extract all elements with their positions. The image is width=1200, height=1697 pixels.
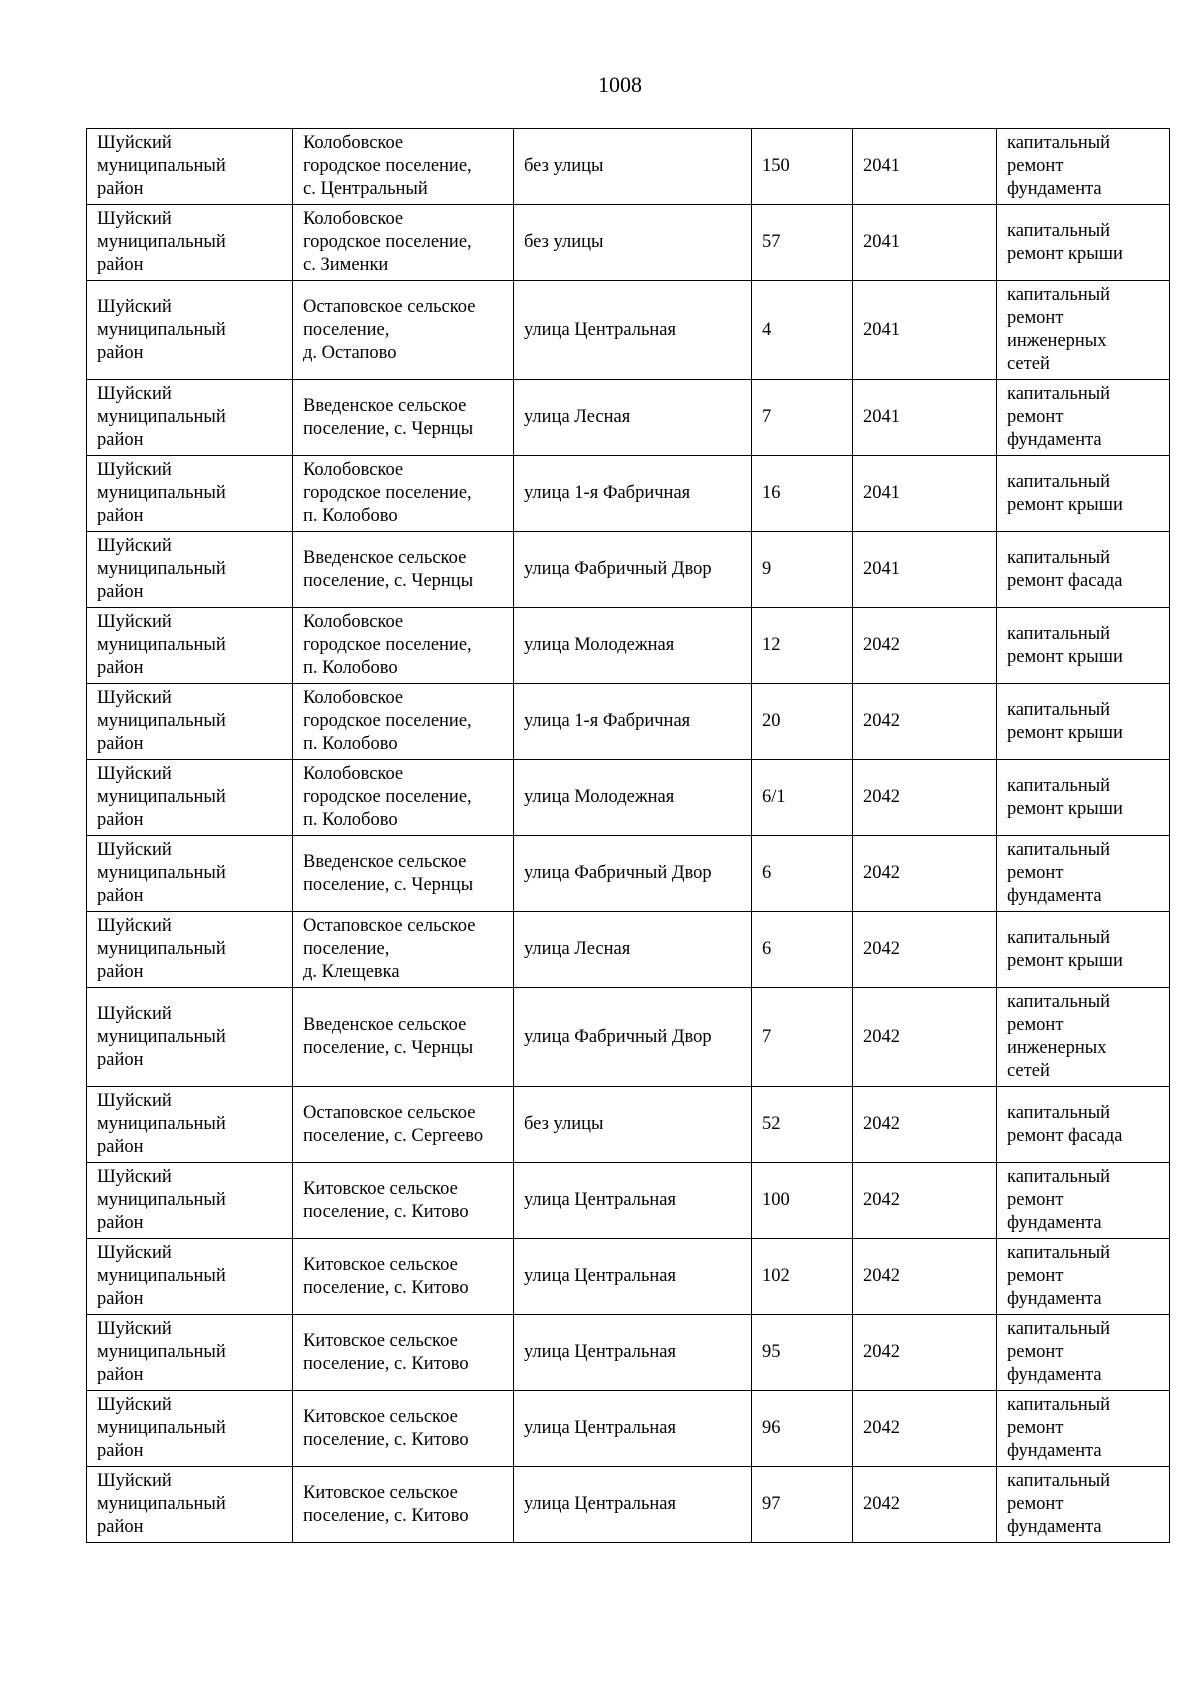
settlement-cell: Колобовское городское поселение, п. Колобово: [293, 760, 514, 836]
work-type-cell: капитальный ремонт фундамента: [997, 129, 1170, 205]
work-type-cell: капитальный ремонт фундамента: [997, 1163, 1170, 1239]
year-cell: 2042: [853, 1087, 997, 1163]
table-row: [87, 988, 1170, 1087]
settlement-cell: Китовское сельское поселение, с. Китово: [293, 1391, 514, 1467]
year-cell: 2042: [853, 1239, 997, 1315]
year-cell: 2042: [853, 608, 997, 684]
house-number-cell: 52: [752, 1087, 853, 1163]
table-row: [87, 456, 1170, 532]
district-cell: Шуйский муниципальный район: [87, 836, 293, 912]
house-number-cell: 6: [752, 912, 853, 988]
street-cell: улица Лесная: [514, 912, 752, 988]
table-row: [87, 380, 1170, 456]
street-cell: улица Центральная: [514, 281, 752, 380]
house-number-cell: 7: [752, 988, 853, 1087]
street-cell: улица Центральная: [514, 1391, 752, 1467]
work-type-cell: капитальный ремонт фундамента: [997, 380, 1170, 456]
district-cell: Шуйский муниципальный район: [87, 456, 293, 532]
street-cell: улица Фабричный Двор: [514, 988, 752, 1087]
street-cell: улица Фабричный Двор: [514, 836, 752, 912]
year-cell: 2042: [853, 1315, 997, 1391]
settlement-cell: Колобовское городское поселение, с. Центральный: [293, 129, 514, 205]
table-row: [87, 836, 1170, 912]
district-cell: Шуйский муниципальный район: [87, 281, 293, 380]
table-row: [87, 1087, 1170, 1163]
table-row: [87, 1467, 1170, 1543]
district-cell: Шуйский муниципальный район: [87, 205, 293, 281]
year-cell: 2042: [853, 912, 997, 988]
house-number-cell: 57: [752, 205, 853, 281]
work-type-cell: капитальный ремонт крыши: [997, 912, 1170, 988]
table-row: [87, 205, 1170, 281]
street-cell: улица Центральная: [514, 1163, 752, 1239]
settlement-cell: Колобовское городское поселение, п. Колобово: [293, 608, 514, 684]
house-number-cell: 102: [752, 1239, 853, 1315]
year-cell: 2041: [853, 205, 997, 281]
year-cell: 2042: [853, 1391, 997, 1467]
year-cell: 2042: [853, 836, 997, 912]
district-cell: Шуйский муниципальный район: [87, 760, 293, 836]
settlement-cell: Китовское сельское поселение, с. Китово: [293, 1163, 514, 1239]
settlement-cell: Остаповское сельское поселение, д. Остапово: [293, 281, 514, 380]
district-cell: Шуйский муниципальный район: [87, 1163, 293, 1239]
district-cell: Шуйский муниципальный район: [87, 1087, 293, 1163]
repair-schedule-table: [86, 128, 1170, 1543]
district-cell: Шуйский муниципальный район: [87, 1239, 293, 1315]
settlement-cell: Китовское сельское поселение, с. Китово: [293, 1315, 514, 1391]
work-type-cell: капитальный ремонт фундамента: [997, 1239, 1170, 1315]
year-cell: 2041: [853, 380, 997, 456]
work-type-cell: капитальный ремонт крыши: [997, 205, 1170, 281]
house-number-cell: 97: [752, 1467, 853, 1543]
settlement-cell: Китовское сельское поселение, с. Китово: [293, 1239, 514, 1315]
settlement-cell: Колобовское городское поселение, п. Колобово: [293, 684, 514, 760]
settlement-cell: Китовское сельское поселение, с. Китово: [293, 1467, 514, 1543]
house-number-cell: 9: [752, 532, 853, 608]
table-row: [87, 532, 1170, 608]
street-cell: улица Фабричный Двор: [514, 532, 752, 608]
settlement-cell: Колобовское городское поселение, п. Колобово: [293, 456, 514, 532]
work-type-cell: капитальный ремонт крыши: [997, 456, 1170, 532]
street-cell: без улицы: [514, 205, 752, 281]
street-cell: без улицы: [514, 1087, 752, 1163]
work-type-cell: капитальный ремонт крыши: [997, 760, 1170, 836]
page-number: 1008: [598, 72, 642, 97]
house-number-cell: 100: [752, 1163, 853, 1239]
street-cell: улица Молодежная: [514, 760, 752, 836]
table-row: [87, 281, 1170, 380]
street-cell: улица Центральная: [514, 1239, 752, 1315]
district-cell: Шуйский муниципальный район: [87, 684, 293, 760]
house-number-cell: 4: [752, 281, 853, 380]
table-row: [87, 608, 1170, 684]
year-cell: 2042: [853, 684, 997, 760]
table-row: [87, 684, 1170, 760]
district-cell: Шуйский муниципальный район: [87, 1467, 293, 1543]
house-number-cell: 150: [752, 129, 853, 205]
settlement-cell: Введенское сельское поселение, с. Чернцы: [293, 988, 514, 1087]
street-cell: улица 1-я Фабричная: [514, 684, 752, 760]
table-row: [87, 1391, 1170, 1467]
year-cell: 2041: [853, 129, 997, 205]
table-body: [87, 129, 1170, 1543]
work-type-cell: капитальный ремонт инженерных сетей: [997, 281, 1170, 380]
district-cell: Шуйский муниципальный район: [87, 380, 293, 456]
street-cell: улица Лесная: [514, 380, 752, 456]
table-row: [87, 912, 1170, 988]
work-type-cell: капитальный ремонт фасада: [997, 1087, 1170, 1163]
work-type-cell: капитальный ремонт крыши: [997, 608, 1170, 684]
table-row: [87, 1163, 1170, 1239]
street-cell: без улицы: [514, 129, 752, 205]
district-cell: Шуйский муниципальный район: [87, 1315, 293, 1391]
work-type-cell: капитальный ремонт фасада: [997, 532, 1170, 608]
year-cell: 2041: [853, 456, 997, 532]
house-number-cell: 16: [752, 456, 853, 532]
street-cell: улица Центральная: [514, 1467, 752, 1543]
house-number-cell: 12: [752, 608, 853, 684]
house-number-cell: 20: [752, 684, 853, 760]
year-cell: 2042: [853, 760, 997, 836]
district-cell: Шуйский муниципальный район: [87, 1391, 293, 1467]
district-cell: Шуйский муниципальный район: [87, 988, 293, 1087]
table-row: [87, 1239, 1170, 1315]
work-type-cell: капитальный ремонт крыши: [997, 684, 1170, 760]
house-number-cell: 95: [752, 1315, 853, 1391]
work-type-cell: капитальный ремонт фундамента: [997, 1391, 1170, 1467]
settlement-cell: Введенское сельское поселение, с. Чернцы: [293, 380, 514, 456]
work-type-cell: капитальный ремонт фундамента: [997, 1315, 1170, 1391]
district-cell: Шуйский муниципальный район: [87, 912, 293, 988]
house-number-cell: 7: [752, 380, 853, 456]
table-row: [87, 129, 1170, 205]
year-cell: 2042: [853, 1163, 997, 1239]
settlement-cell: Остаповское сельское поселение, д. Клещевка: [293, 912, 514, 988]
house-number-cell: 96: [752, 1391, 853, 1467]
year-cell: 2041: [853, 281, 997, 380]
district-cell: Шуйский муниципальный район: [87, 608, 293, 684]
district-cell: Шуйский муниципальный район: [87, 532, 293, 608]
house-number-cell: 6: [752, 836, 853, 912]
settlement-cell: Колобовское городское поселение, с. Зименки: [293, 205, 514, 281]
settlement-cell: Введенское сельское поселение, с. Чернцы: [293, 836, 514, 912]
street-cell: улица Центральная: [514, 1315, 752, 1391]
district-cell: Шуйский муниципальный район: [87, 129, 293, 205]
year-cell: 2042: [853, 988, 997, 1087]
street-cell: улица Молодежная: [514, 608, 752, 684]
work-type-cell: капитальный ремонт фундамента: [997, 836, 1170, 912]
settlement-cell: Остаповское сельское поселение, с. Сергеево: [293, 1087, 514, 1163]
table-row: [87, 760, 1170, 836]
work-type-cell: капитальный ремонт фундамента: [997, 1467, 1170, 1543]
year-cell: 2041: [853, 532, 997, 608]
table-row: [87, 1315, 1170, 1391]
street-cell: улица 1-я Фабричная: [514, 456, 752, 532]
house-number-cell: 6/1: [752, 760, 853, 836]
year-cell: 2042: [853, 1467, 997, 1543]
work-type-cell: капитальный ремонт инженерных сетей: [997, 988, 1170, 1087]
settlement-cell: Введенское сельское поселение, с. Чернцы: [293, 532, 514, 608]
